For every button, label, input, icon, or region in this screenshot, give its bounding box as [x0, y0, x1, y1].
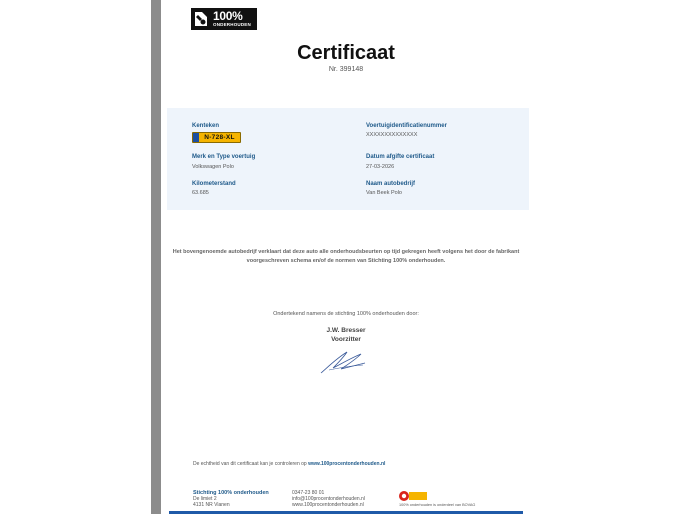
footer-email[interactable]: info@100procentonderhouden.nl [292, 496, 365, 502]
brand-logo [191, 8, 257, 30]
company-value: Van Beek Polo [366, 190, 402, 196]
bovag-logo [399, 489, 427, 501]
km-value: 63.685 [192, 190, 209, 196]
vin-label: Voertuigidentificatienummer [366, 123, 447, 129]
handwritten-signature [319, 346, 369, 381]
signer-name: J.W. Bresser [326, 327, 366, 334]
make-label: Merk en Type voertuig [192, 154, 256, 160]
logo-big-text: 100% [213, 9, 243, 23]
certificate-page [161, 0, 531, 514]
footer-contact [292, 490, 365, 508]
footer-org-name: Stichting 100% onderhouden [193, 490, 269, 496]
date-value: 27-03-2026 [366, 164, 395, 170]
license-plate-number: N-728-XL [204, 134, 235, 141]
vin-value: XXXXXXXXXXXXXX [366, 132, 418, 138]
wrench-icon [191, 8, 211, 30]
statement-line-2: voorgeschreven schema en/of de normen van Stichting 100% onderhouden. [246, 258, 446, 264]
statement-line-1: Het bovengenoemde autobedrijf verklaart dat deze auto alle onderhoudsbeurten op tijd gekregen heeft volgens het door de fabrikant [172, 249, 520, 255]
viewer-left-bar [151, 0, 161, 514]
logo-small-text: ONDERHOUDEN [213, 22, 251, 27]
verify-text [193, 461, 385, 467]
verify-sentence: De echtheid van dit certificaat kan je controleren op [193, 461, 307, 467]
verify-link[interactable]: www.100procentonderhouden.nl [308, 461, 386, 467]
signed-by-text: Ondertekend namens de stichting 100% onderhouden door: [273, 311, 419, 317]
vehicle-info-box [167, 108, 529, 210]
footer-phone: 0347-23 80 01 [292, 490, 325, 496]
make-value: Volkswagen Polo [192, 164, 234, 170]
date-label: Datum afgifte certificaat [366, 154, 435, 160]
maintenance-statement [169, 248, 523, 266]
footer-address-1: De limiet 2 [193, 496, 217, 502]
footer-address-2: 4131 NR Vianen [193, 502, 230, 508]
kenteken-label: Kenteken [192, 123, 220, 129]
bovag-note: 100% onderhouden is onderdeel van BOVAG [399, 503, 476, 507]
footer-organization [193, 490, 269, 508]
km-label: Kilometerstand [192, 181, 236, 187]
license-plate [192, 132, 241, 143]
company-label: Naam autobedrijf [366, 181, 416, 187]
page-title: Certificaat [297, 42, 395, 64]
signer-role: Voorzitter [331, 336, 361, 343]
footer-website[interactable]: www.100procentonderhouden.nl [292, 502, 364, 508]
certificate-number: Nr. 399148 [328, 66, 364, 73]
